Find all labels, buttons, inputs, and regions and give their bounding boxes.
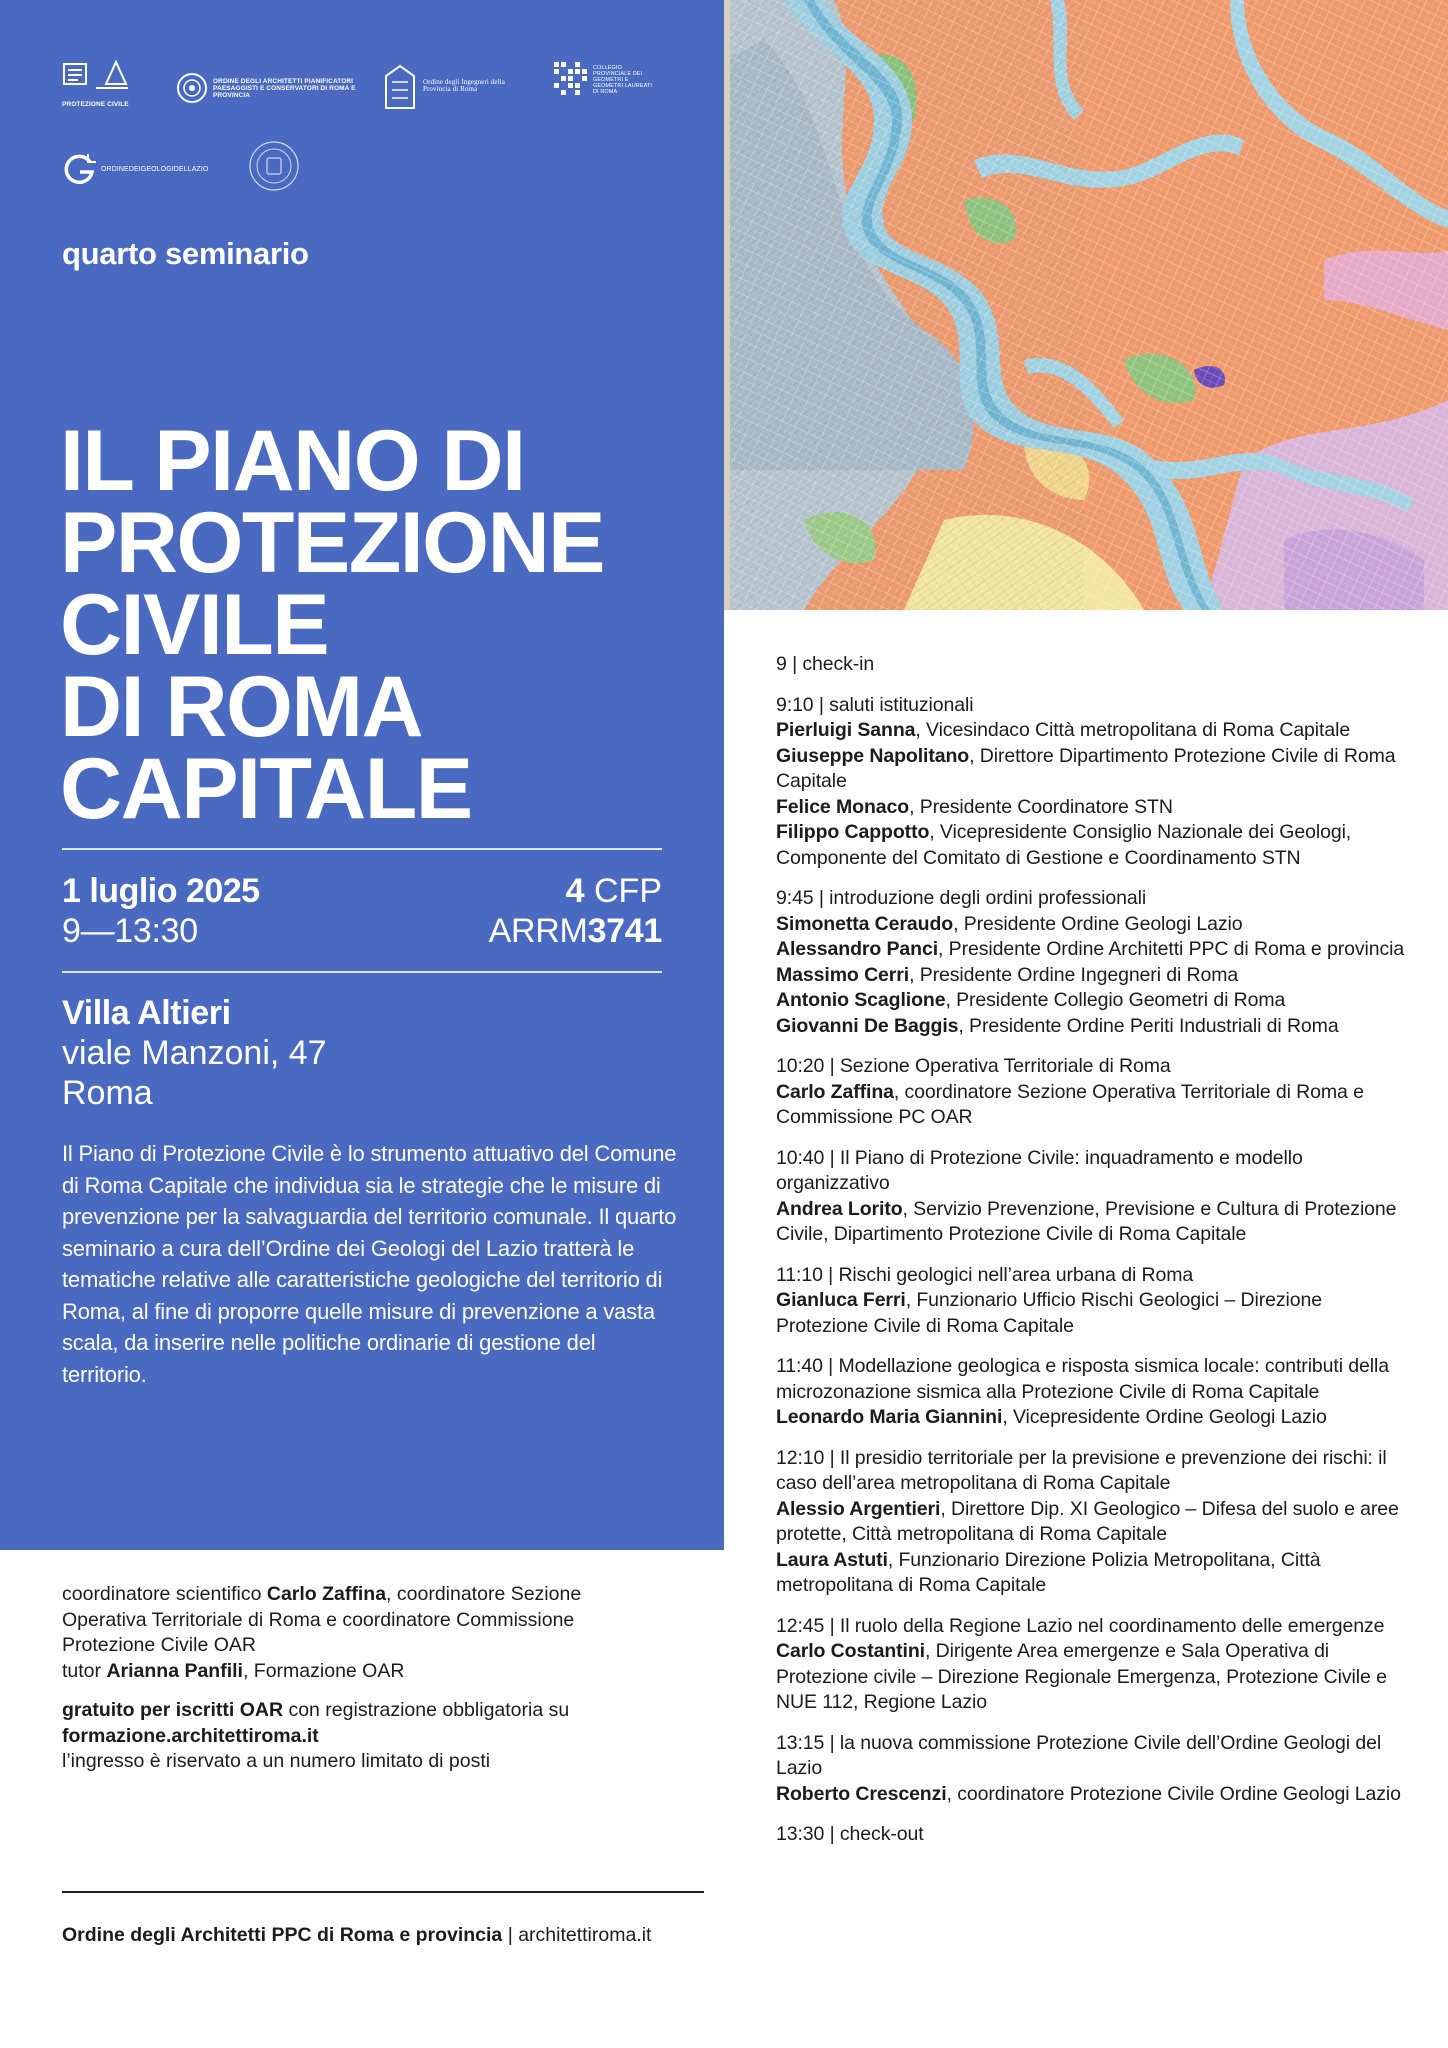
title-line: CAPITALE [60, 741, 472, 837]
speaker-role: , Presidente Ordine Architetti PPC di Roma e provincia [938, 938, 1405, 960]
slot-heading: 13:30 | check-out [776, 1823, 924, 1845]
cfp-number: 4 [565, 872, 585, 910]
speaker-role: , Direttore Dipartimento Protezione Civile di Roma Capitale [776, 744, 1396, 792]
speaker-name: Laura Astuti [776, 1548, 888, 1571]
venue-street: viale Manzoni, 47 [62, 1034, 327, 1072]
title-line: PROTEZIONE [60, 495, 605, 591]
slot-heading: 12:10 | Il presidio territoriale per la previsione e prevenzione dei rischi: il caso dell’area metropolitana di Roma Capitale [776, 1446, 1387, 1494]
ingegneri-building-icon [382, 62, 418, 110]
speaker [776, 718, 1416, 744]
title-line: CIVILE [60, 577, 329, 673]
course-code-number: 3741 [587, 912, 662, 950]
scientific-coordinator [62, 1582, 662, 1659]
footer-divider [62, 1891, 704, 1893]
tutor [62, 1659, 662, 1685]
speaker-name: Carlo Costantini [776, 1640, 925, 1662]
info-panel [0, 0, 724, 1550]
slot-heading: 9 | check-in [776, 653, 875, 675]
speaker-role: , Servizio Prevenzione, Previsione e Cultura di Protezione Civile, Dipartimento Protezione Civile di Roma Capitale [776, 1197, 1397, 1245]
geometri-grid-icon [552, 60, 588, 100]
registration-required: con registrazione obbligatoria su [283, 1699, 570, 1721]
speaker-name: Massimo Cerri [776, 963, 910, 986]
speaker-role: , Dirigente Area emergenze e Sala Operativa di Protezione civile – Direzione Regionale Emergenza, Protezione Civile e NUE 112, Regione Lazio [776, 1640, 1387, 1713]
speaker-name: Felice Monaco [776, 795, 910, 818]
program-slot [776, 1054, 1416, 1131]
speaker [776, 1288, 1416, 1339]
speaker-role: , Presidente Ordine Periti Industriali di Roma [958, 1014, 1339, 1037]
tutor-role: , Formazione OAR [242, 1659, 405, 1682]
speaker-role: , Vicepresidente Ordine Geologi Lazio [1002, 1406, 1327, 1428]
speaker-name: Roberto Crescenzi [776, 1782, 947, 1805]
speaker [776, 937, 1416, 963]
footer-org: Ordine degli Architetti PPC di Roma e provincia [62, 1924, 503, 1946]
speaker [776, 744, 1416, 795]
coordinator-prefix: coordinatore scientifico [62, 1583, 267, 1605]
coordinator-name: Carlo Zaffina [266, 1583, 387, 1605]
slot-heading: 10:40 | Il Piano di Protezione Civile: inquadramento e modello organizzativo [776, 1146, 1303, 1194]
speaker [776, 1405, 1416, 1431]
slot-heading: 9:10 | saluti istituzionali [776, 693, 974, 716]
tutor-name: Arianna Panfili [106, 1659, 243, 1682]
speaker-name: Filippo Cappotto [776, 821, 930, 843]
program-slot [776, 1731, 1416, 1808]
program-slot [776, 693, 1416, 872]
speaker [776, 1197, 1416, 1248]
access-info [62, 1698, 682, 1775]
seminar-label: quarto seminario [62, 236, 309, 271]
event-time: 9—13:30 [62, 912, 198, 950]
cfp-unit: CFP [594, 872, 662, 910]
logo-collegio-geometri [552, 60, 659, 100]
slot-heading: 10:20 | Sezione Operativa Territoriale di Roma [776, 1055, 1171, 1077]
speaker-role: , Vicesindaco Città metropolitana di Roma Capitale [915, 719, 1351, 741]
logo-ordine-architetti [176, 70, 363, 106]
logo-protezione-civile-label: PROTEZIONE CIVILE [62, 101, 129, 108]
event-description: Il Piano di Protezione Civile è lo strumento attuativo del Comune di Roma Capitale che individua sia le strategie che le misure di prevenzione per la salvaguardia del territorio comunale. Il quarto seminario a cura dell’Ordine dei Geologi del Lazio tratterà le tematiche relative alle caratteristiche geologiche del territorio di Roma, al fine di proporre quelle misure di prevenzione a vasta scala, da inserire nelle politiche ordinarie di gestione del territorio. [62, 1141, 677, 1387]
logo-geologi-label: ORDINEDEIGEOLOGIDELLAZIO [101, 165, 209, 173]
speaker-role: , Funzionario Direzione Polizia Metropolitana, Città metropolitana di Roma Capitale [776, 1548, 1321, 1596]
program-slot [776, 1146, 1416, 1248]
speaker-role: , Presidente Collegio Geometri di Roma [945, 989, 1286, 1011]
registration-line [62, 1698, 682, 1724]
program-slot [776, 1263, 1416, 1340]
speaker-role: , Presidente Coordinatore STN [909, 795, 1173, 818]
protezione-civile-icon [62, 60, 132, 98]
speaker-role: , coordinatore Sezione Operativa Territoriale di Roma e Commissione PC OAR [776, 1080, 1364, 1128]
geological-map-graphic [724, 0, 1448, 610]
speaker-role: , Vicepresidente Consiglio Nazionale dei Geologi, Componente del Comitato di Gestione e Coordinamento STN [776, 821, 1352, 869]
program-slot [776, 1822, 1416, 1848]
slot-heading: 9:45 | introduzione degli ordini professionali [776, 887, 1147, 909]
speaker-name: Pierluigi Sanna [776, 719, 916, 741]
program-slot [776, 1614, 1416, 1716]
free-for-members: gratuito per iscritti OAR [62, 1699, 284, 1721]
divider [62, 848, 662, 850]
venue-city: Roma [62, 1074, 153, 1112]
speaker-role: , Direttore Dip. XI Geologico – Difesa del suolo e aree protette, Città metropolitana di Roma Capitale [776, 1497, 1399, 1545]
program-slot [776, 1354, 1416, 1431]
speaker [776, 1548, 1416, 1599]
speaker-role: , Presidente Ordine Geologi Lazio [953, 912, 1243, 935]
logo-seal [248, 140, 300, 192]
coordinator-role: , coordinatore Sezione Operativa Territoriale di Roma e coordinatore Commissione Protezione Civile OAR [62, 1583, 582, 1656]
seal-emblem-icon [248, 140, 300, 192]
logo-ingegneri-label: Ordine degli Ingegneri della Provincia di Roma [423, 78, 505, 93]
speaker [776, 1639, 1416, 1716]
slot-heading: 11:40 | Modellazione geologica e risposta sismica locale: contributi della microzonazione sismica alla Protezione Civile di Roma Capitale [776, 1355, 1389, 1403]
speaker-name: Leonardo Maria Giannini [776, 1406, 1003, 1428]
title-line: DI ROMA [60, 659, 423, 755]
speaker-role: , Presidente Ordine Ingegneri di Roma [909, 963, 1239, 986]
logo-ordine-ingegneri [382, 62, 515, 110]
footer [62, 1924, 651, 1947]
speaker [776, 912, 1416, 938]
slot-heading: 11:10 | Rischi geologici nell’area urbana di Roma [776, 1263, 1194, 1286]
architetti-seal-icon [176, 70, 208, 106]
cfp-credits [566, 872, 662, 911]
speaker [776, 1782, 1416, 1808]
speaker-name: Andrea Lorito [776, 1197, 903, 1220]
title-line: IL PIANO DI [60, 413, 525, 509]
geologi-g-icon [62, 152, 96, 186]
speaker [776, 1497, 1416, 1548]
tutor-prefix: tutor [62, 1659, 107, 1682]
slot-heading: 13:15 | la nuova commissione Protezione Civile dell’Ordine Geologi del Lazio [776, 1731, 1382, 1779]
program-slot [776, 886, 1416, 1039]
logo-ordine-geologi [62, 152, 208, 186]
speaker [776, 1080, 1416, 1131]
registration-link[interactable]: formazione.architettiroma.it [62, 1724, 319, 1747]
logo-architetti-label: ORDINE DEGLI ARCHITETTI PIANIFICATORI PAESAGGISTI E CONSERVATORI DI ROMA E PROVINCIA [213, 77, 356, 99]
speaker-name: Alessandro Panci [776, 938, 939, 960]
geological-map-image [724, 0, 1448, 610]
speaker-role: , coordinatore Protezione Civile Ordine Geologi Lazio [946, 1782, 1401, 1805]
footer-website-link[interactable]: architettiroma.it [518, 1924, 652, 1946]
footer-separator: | [502, 1924, 519, 1946]
speaker-name: Gianluca Ferri [776, 1289, 906, 1311]
speaker-name: Simonetta Ceraudo [776, 912, 954, 935]
credits [62, 1582, 662, 1684]
speaker-name: Carlo Zaffina [776, 1080, 894, 1103]
course-code-prefix: ARRM [488, 912, 588, 950]
main-title [60, 413, 700, 837]
divider [62, 971, 662, 973]
event-date: 1 luglio 2025 [62, 872, 260, 910]
speaker-name: Alessio Argentieri [776, 1497, 941, 1520]
speaker [776, 1014, 1416, 1040]
course-code [489, 912, 662, 951]
speaker-name: Giuseppe Napolitano [776, 744, 970, 767]
program-schedule [776, 652, 1416, 1863]
speaker-name: Antonio Scaglione [776, 989, 946, 1011]
speaker-name: Giovanni De Baggis [776, 1014, 959, 1037]
speaker [776, 988, 1416, 1014]
slot-heading: 12:45 | Il ruolo della Regione Lazio nel coordinamento delle emergenze [776, 1614, 1385, 1637]
speaker [776, 820, 1416, 871]
speaker [776, 963, 1416, 989]
logo-protezione-civile [62, 60, 132, 108]
program-slot [776, 1446, 1416, 1599]
speaker-role: , Funzionario Ufficio Rischi Geologici – Direzione Protezione Civile di Roma Capitale [776, 1289, 1322, 1337]
program-slot [776, 652, 1416, 678]
speaker [776, 795, 1416, 821]
limited-seats: l’ingresso è riservato a un numero limitato di posti [62, 1750, 491, 1772]
venue-name: Villa Altieri [62, 994, 231, 1032]
logo-geometri-label: COLLEGIO PROVINCIALE DEI GEOMETRI E GEOMETRI LAUREATI DI ROMA [593, 65, 653, 95]
